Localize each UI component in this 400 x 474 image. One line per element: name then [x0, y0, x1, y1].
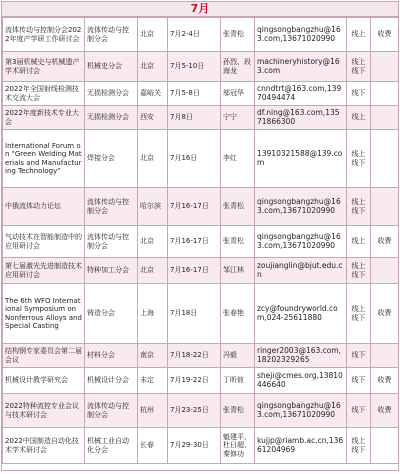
- month-title: 7月: [2, 2, 398, 17]
- event-organizer: 流体传动与控制分会: [85, 188, 138, 226]
- event-date: 7月18-22日: [168, 344, 221, 368]
- event-date: 7月2-4日: [168, 18, 221, 52]
- event-city: 长春: [138, 428, 168, 464]
- event-fee: [371, 82, 399, 106]
- event-city: 杭州: [138, 394, 168, 428]
- table-row: [3, 428, 399, 464]
- event-email: cnndtrt@163.com,13970494474: [255, 82, 347, 106]
- event-name: 第七届激光先进制造技术应用研讨会: [3, 258, 85, 284]
- event-city: 上海: [138, 284, 168, 344]
- event-date: 7月16-17日: [168, 258, 221, 284]
- event-email: qingsongbangzhu@163.com,13671020990: [255, 394, 347, 428]
- event-city: 西安: [138, 106, 168, 130]
- event-organizer: 机械史分会: [85, 52, 138, 82]
- event-table: [2, 17, 399, 464]
- event-city: 北京: [138, 258, 168, 284]
- event-name: 气动技术在智能制造中的应用研讨会: [3, 226, 85, 258]
- event-fee: 收费: [371, 368, 399, 394]
- event-date: 7月16-17日: [168, 226, 221, 258]
- event-mode: 线上线下: [347, 130, 371, 188]
- event-contact: 张春艳: [221, 284, 255, 344]
- event-fee: [371, 428, 399, 464]
- event-date: 7月16-17日: [168, 188, 221, 226]
- event-name: 2022中国制造自动化技术学术研讨会: [3, 428, 85, 464]
- event-contact: 李红: [221, 130, 255, 188]
- table-row: [3, 226, 399, 258]
- event-city: 北京: [138, 226, 168, 258]
- event-city: 未定: [138, 368, 168, 394]
- table-row: [3, 82, 399, 106]
- event-email: ringer2003@163.com,18202329265: [255, 344, 347, 368]
- event-mode: 线上: [347, 106, 371, 130]
- table-row: [3, 394, 399, 428]
- event-city: 北京: [138, 18, 168, 52]
- event-name: 2022年度新技术专业大会: [3, 106, 85, 130]
- event-email: qingsongbangzhu@163.com,13671020990: [255, 18, 347, 52]
- event-contact: 丁昕彼: [221, 368, 255, 394]
- event-contact: 邹江林: [221, 258, 255, 284]
- table-row: [3, 52, 399, 82]
- event-organizer: 铸造分会: [85, 284, 138, 344]
- event-name: 结构钢专家委员会第二届会议: [3, 344, 85, 368]
- event-name: 2022特种流控专业会议与技术研讨会: [3, 394, 85, 428]
- event-email: qingsongbangzhu@163.com,13671020990: [255, 226, 347, 258]
- event-fee: [371, 344, 399, 368]
- event-email: zoujianglin@bjut.edu.cn: [255, 258, 347, 284]
- table-row: [3, 368, 399, 394]
- event-fee: 收费: [371, 394, 399, 428]
- event-email: qingsongbangzhu@163.com,13671020990: [255, 188, 347, 226]
- event-name: 中俄流体动力论坛: [3, 188, 85, 226]
- event-date: 7月29-30日: [168, 428, 221, 464]
- event-organizer: 材料分会: [85, 344, 138, 368]
- event-mode: 线上线下: [347, 258, 371, 284]
- event-date: 7月16日: [168, 130, 221, 188]
- event-fee: [371, 130, 399, 188]
- event-fee: [371, 52, 399, 82]
- schedule-sheet: [1, 1, 399, 471]
- table-row: [3, 344, 399, 368]
- event-name: 第3届机械史与机械遗产学术研讨会: [3, 52, 85, 82]
- event-organizer: 流体传动与控制分会: [85, 394, 138, 428]
- table-row: [3, 18, 399, 52]
- event-fee: 收费: [371, 18, 399, 52]
- event-organizer: 流体传动与控制分会: [85, 18, 138, 52]
- event-contact: 孙烈、段海龙: [221, 52, 255, 82]
- event-mode: 线下: [347, 82, 371, 106]
- event-date: 7月8日: [168, 106, 221, 130]
- event-mode: 线下: [347, 368, 371, 394]
- event-contact: 邬冠华: [221, 82, 255, 106]
- event-name: 2022年全国射线检测技术交流大会: [3, 82, 85, 106]
- event-email: df.ning@163.com,13571866300: [255, 106, 347, 130]
- event-email: 13910321588@139.com: [255, 130, 347, 188]
- event-fee: [371, 258, 399, 284]
- event-date: 7月18日: [168, 284, 221, 344]
- event-contact: 张青松: [221, 394, 255, 428]
- event-contact: 魁建平、杜日超、秦修功: [221, 428, 255, 464]
- event-city: 哈尔滨: [138, 188, 168, 226]
- event-organizer: 机械设计分会: [85, 368, 138, 394]
- event-organizer: 无损检测分会: [85, 82, 138, 106]
- event-fee: 收费: [371, 226, 399, 258]
- event-mode: 线上线下: [347, 188, 371, 226]
- event-mode: 线下: [347, 344, 371, 368]
- event-mode: 线上线下: [347, 428, 371, 464]
- event-organizer: 焊接分会: [85, 130, 138, 188]
- event-name: 流体传动与控制分会2022年度产学研工作研讨会: [3, 18, 85, 52]
- table-row: [3, 284, 399, 344]
- event-mode: 线上线下: [347, 284, 371, 344]
- event-organizer: 机械工业自动化分会: [85, 428, 138, 464]
- event-organizer: 特种加工分会: [85, 258, 138, 284]
- event-contact: 张青松: [221, 188, 255, 226]
- event-mode: 线上: [347, 18, 371, 52]
- table-row: [3, 106, 399, 130]
- event-fee: [371, 106, 399, 130]
- event-email: kujjp@riamb.ac.cn,13661204969: [255, 428, 347, 464]
- event-contact: 张青松: [221, 226, 255, 258]
- table-row: [3, 258, 399, 284]
- event-email: zcy@foundryworld.com,024-25611880: [255, 284, 347, 344]
- event-organizer: 无损检测分会: [85, 106, 138, 130]
- event-date: 7月5-8日: [168, 82, 221, 106]
- event-date: 7月23-25日: [168, 394, 221, 428]
- event-fee: [371, 188, 399, 226]
- table-row: [3, 188, 399, 226]
- table-row: [3, 130, 399, 188]
- event-date: 7月19-22日: [168, 368, 221, 394]
- event-contact: 张青松: [221, 18, 255, 52]
- event-name: The 6th WFO International Symposium on Nonferrous Alloys and Special Casting: [3, 284, 85, 344]
- event-mode: 线下: [347, 394, 371, 428]
- event-city: 北京: [138, 130, 168, 188]
- event-city: 嘉峪关: [138, 82, 168, 106]
- event-organizer: 流体传动与控制分会: [85, 226, 138, 258]
- event-mode: 线上: [347, 226, 371, 258]
- event-email: machineryhistory@163.com: [255, 52, 347, 82]
- event-city: 北京: [138, 52, 168, 82]
- event-name: 机械设计教学研究会: [3, 368, 85, 394]
- event-contact: 宁宁: [221, 106, 255, 130]
- event-contact: 冯毅: [221, 344, 255, 368]
- event-fee: 收费: [371, 284, 399, 344]
- event-email: sheji@cmes.org,13810446640: [255, 368, 347, 394]
- event-city: 南京: [138, 344, 168, 368]
- event-mode: 线上线下: [347, 52, 371, 82]
- event-name: International Forum on "Green Welding Materials and Manufacturing Technology": [3, 130, 85, 188]
- event-date: 7月5-10日: [168, 52, 221, 82]
